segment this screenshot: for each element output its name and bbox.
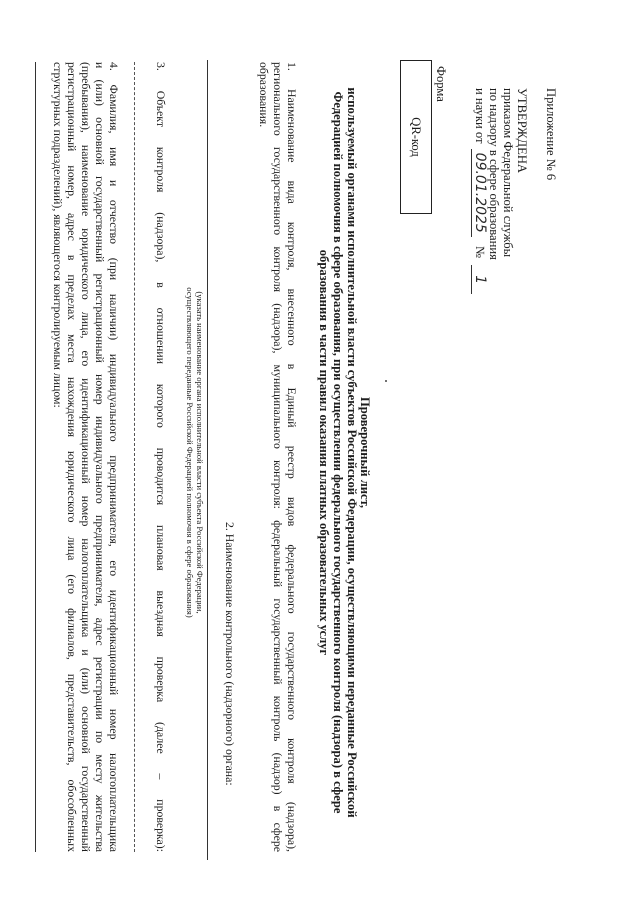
handwritten-date: 09.01.2025 — [471, 149, 488, 237]
item-4-line-5: структурных подразделений), являющегося контролируемым лицом: — [51, 62, 65, 408]
handwritten-number: 1 — [471, 265, 488, 294]
item-3-fill-line — [134, 62, 135, 852]
item-1-line-1: 1. Наименование вида контроля, внесенного в Единый реестр видов федерального государственного контроля (надзора), — [285, 62, 299, 852]
title-line-4: образования в части правил оказания платных образовательных услуг — [317, 249, 331, 656]
item-3-line-1: 3. Объект контроля (надзора), в отношении которого проводится плановая выездная проверка (далее – проверка): — [154, 62, 168, 852]
approval-line-3 — [473, 88, 487, 294]
approval-date-prefix: и науки от — [473, 88, 487, 144]
item-4-line-1: 4. Фамилия, имя и отчество (при наличии) индивидуального предпринимателя, его идентификационный номер налогоплательщика — [107, 62, 121, 852]
title-line-3: Федерацией полномочия в сфере образования, при осуществлении федерального государственного контроля (надзора) в сфере — [331, 91, 345, 814]
item-1-line-2: регионального государственного контроля (надзора), муниципального контроля: федеральный государственный контроль (надзор) в сфере — [271, 62, 285, 852]
item-4-line-4: регистрационный номер, адрес в пределах места нахождения юридического лица (его филиалов, представительств, обособленных — [65, 62, 79, 852]
item-4-fill-line — [35, 62, 36, 852]
item-4-line-2: и (или) основной государственный регистрационный номер индивидуального предпринимателя, адрес регистрации по месту жительства — [93, 62, 107, 852]
approval-line-2: по надзору в сфере образования — [487, 88, 501, 260]
appendix-label: Приложение № 6 — [544, 88, 558, 181]
item-1-line-3: образования. — [257, 62, 271, 128]
item-2-fill-line — [207, 60, 208, 860]
title-line-1: Проверочный лист, — [358, 396, 372, 509]
number-label: № — [473, 246, 487, 259]
form-label: Форма — [434, 66, 448, 102]
item-2-hint-2: осуществляющего переданные Российской Федерацией полномочия в сфере образования) — [185, 287, 195, 618]
qr-code-label: QR-код — [409, 117, 424, 157]
item-4-line-3: (пребывания), наименование юридического лица, его идентификационный номер налогоплательщика и (или) основной государственный — [79, 62, 93, 852]
title-line-2: используемый органами исполнительной власти субъектов Российской Федерации, осуществляющими переданные Российской — [345, 87, 359, 818]
approval-line-1: приказом Федеральной службы — [501, 88, 515, 258]
qr-code-box — [400, 60, 432, 214]
item-2-line-1: 2. Наименование контрольного (надзорного) органа: — [223, 522, 237, 786]
approved-label: УТВЕРЖДЕНА — [515, 88, 529, 174]
item-2-hint-1: (указать наименование органа исполнительной власти субъекта Российской Федерации, — [195, 291, 205, 614]
scan-mark — [385, 380, 387, 382]
